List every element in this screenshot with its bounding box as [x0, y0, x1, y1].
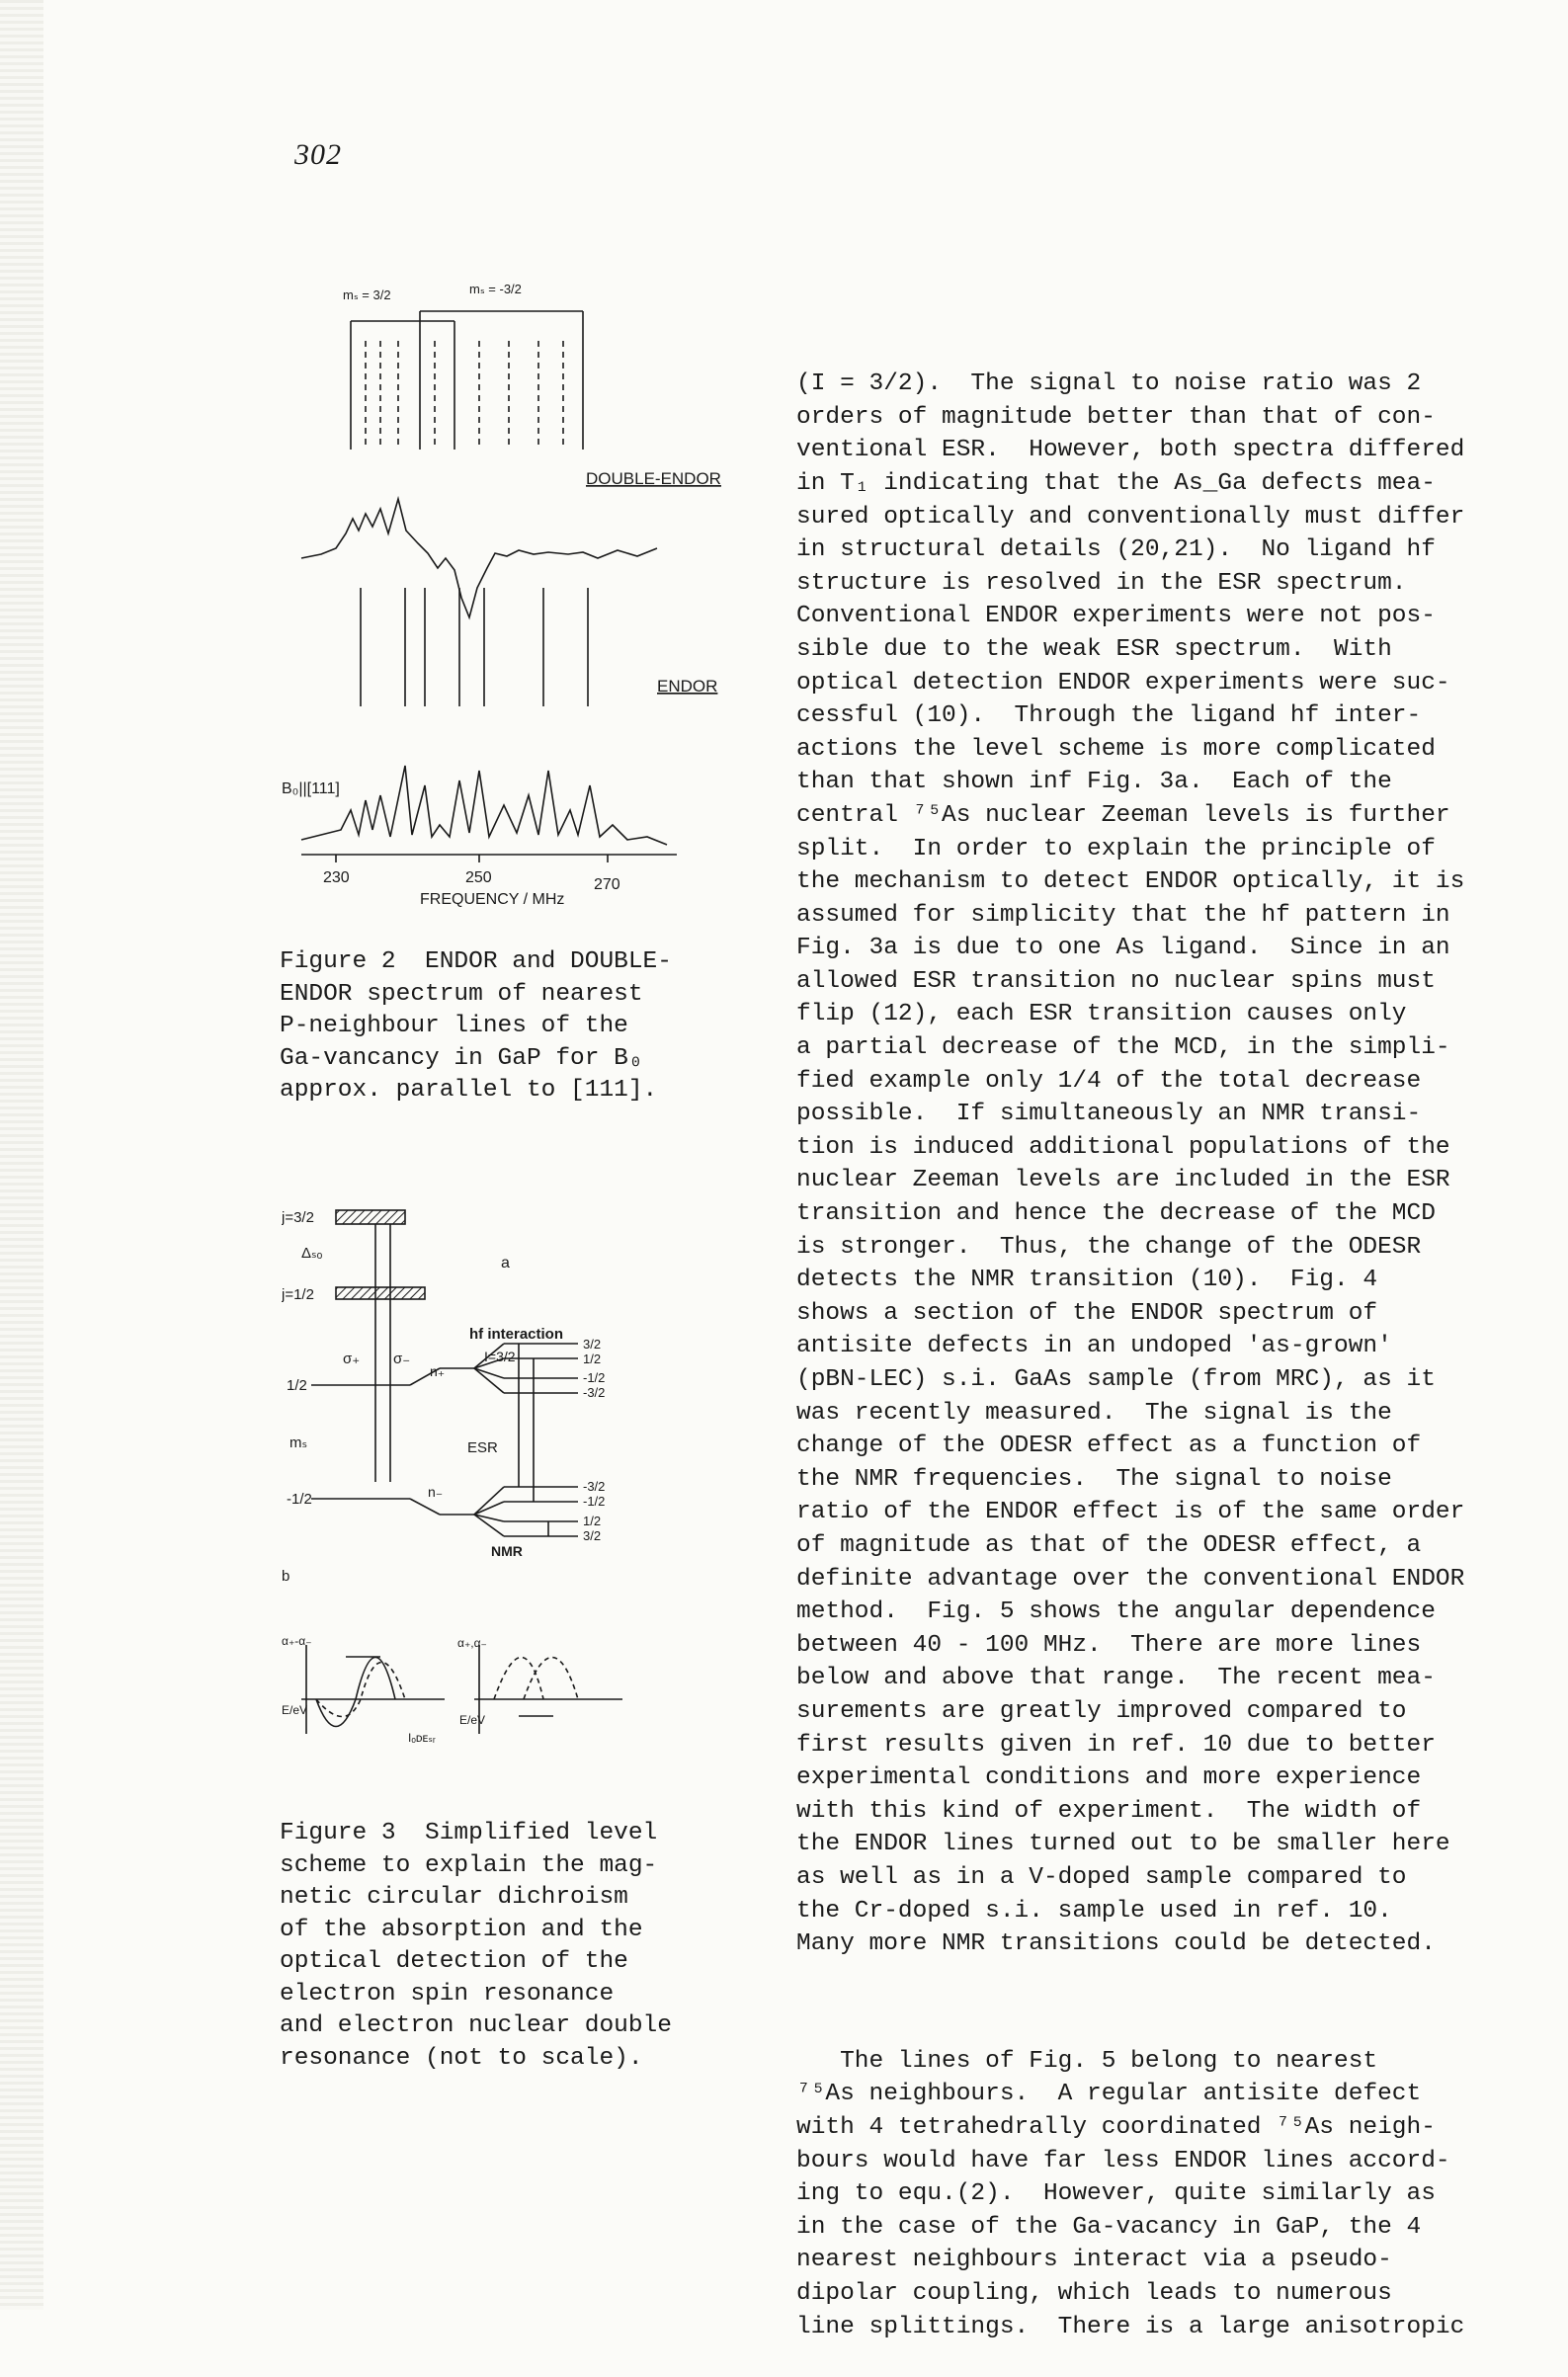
endor-trace: [301, 766, 667, 845]
hf-title: hf interaction: [469, 1326, 564, 1343]
sub-up-3: -3/2: [583, 1385, 606, 1400]
x-tick-230: 230: [323, 869, 350, 886]
hf-spin: I=3/2: [484, 1349, 516, 1364]
x-tick-270: 270: [594, 876, 620, 893]
figure-3-caption: Figure 3 Simplified level scheme to explain the mag- netic circular dichroism of the absorption and the optical detection of the electron spin resonance and electron nuclear double resonance (not to scale).: [280, 1820, 672, 2072]
b-right-ylabel: α₊,α₋: [457, 1636, 487, 1650]
sub-down-0: -3/2: [583, 1479, 606, 1494]
sub-up-0: 3/2: [583, 1337, 602, 1352]
esr-label: ESR: [467, 1439, 498, 1456]
figure-3: [282, 1200, 746, 1773]
b-left-xlabel: E/eV: [282, 1703, 308, 1717]
paragraph-2: The lines of Fig. 5 belong to nearest ⁷⁵As neighbours. A regular antisite defect with 4 tetrahedrally coordinated ⁷⁵As neigh- bours would have far less ENDOR lines accord- ing to equ.(2). However, quite similarly as in the case of the Ga-vacancy in GaP, the 4 nearest neighbours interact via a pseudo- dipolar coupling, which leads to numerous line splittings. There is a large anisotropic: [796, 2047, 1465, 2340]
b-left-ylabel: α₊-α₋: [282, 1634, 312, 1648]
double-endor-label: DOUBLE-ENDOR: [586, 469, 721, 488]
sub-down-1: -1/2: [583, 1494, 606, 1509]
b0-label: B₀||[111]: [282, 780, 340, 797]
sub-up-2: -1/2: [583, 1370, 606, 1385]
paragraph-1: (I = 3/2). The signal to noise ratio was 2 orders of magnitude better than that of con- ventional ESR. However, both spectra differed in T₁ indicating that the As_Ga defects mea- sured optically and conventionally must differ in structural details (20,21). No ligand hf structure is resolved in the ESR spectrum. Conventional ENDOR experiments were not pos- sible due to the weak ESR spectrum. With optical detection ENDOR experiments were suc- cessful (10). Through the ligand hf inter- actions the level scheme is more complicated than that shown inf Fig. 3a. Each of the central ⁷⁵As nuclear Zeeman levels is further split. In order to explain the principle of the mechanism to detect ENDOR optically, it is assumed for simplicity that the hf pattern in Fig. 3a is due to one As ligand. Since in an allowed ESR transition no nuclear spins must flip (12), each ESR transition causes only a partial decrease of the MCD, in the simpli- fied example only 1/4 of the total decrease possible. If simultaneously an NMR transi- tion is induced additional populations of the nuclear Zeeman levels are included in the ESR transition and hence the decrease of the MCD is stronger. Thus, the change of the ODESR detects the NMR transition (10). Fig. 4 shows a section of the ENDOR spectrum of antisite defects in an undoped 'as-grown' (pBN-LEC) s.i. GaAs sample (from MRC), as it was recently measured. The signal is the change of the ODESR effect as a function of the NMR frequencies. The signal to noise ratio of the ENDOR effect is of the same order of magnitude as that of the ODESR effect, a definite advantage over the conventional ENDOR method. Fig. 5 shows the angular dependence between 40 - 100 MHz. There are more lines below and above that range. The recent mea- surements are greatly improved compared to first results given in ref. 10 due to better experimental conditions and more experience with this kind of experiment. The width of the ENDOR lines turned out to be smaller here as well as in a V-doped sample compared to the Cr-doped s.i. sample used in ref. 10. Many more NMR transitions could be detected.: [796, 370, 1465, 1958]
n-plus-label: n₊: [430, 1363, 446, 1379]
x-tick-250: 250: [465, 869, 492, 886]
body-text-column: [796, 301, 1464, 2377]
ms-minus-label: mₛ = -3/2: [469, 282, 522, 296]
ms-plus-label: mₛ = 3/2: [343, 287, 391, 302]
level-down-label: -1/2: [287, 1491, 312, 1508]
level-up-label: 1/2: [287, 1377, 307, 1394]
double-endor-trace: [301, 499, 657, 617]
x-axis-label: FREQUENCY / MHz: [420, 891, 565, 908]
nmr-label: NMR: [491, 1543, 523, 1559]
delta-so-label: Δₛₒ: [301, 1245, 323, 1262]
panel-a-label: a: [501, 1255, 510, 1271]
sigma-plus-label: σ₊: [343, 1351, 361, 1367]
ms-label: mₛ: [289, 1434, 308, 1451]
sub-down-3: 3/2: [583, 1528, 602, 1543]
endor-label: ENDOR: [657, 677, 718, 696]
figure-2: [282, 272, 746, 914]
page-number: 302: [294, 138, 342, 171]
sub-up-1: 1/2: [583, 1352, 602, 1366]
figure-2-caption: Figure 2 ENDOR and DOUBLE- ENDOR spectrum of nearest P-neighbour lines of the Ga-vancancy in GaP for B₀ approx. parallel to [111].: [280, 948, 672, 1104]
j12-label: j=1/2: [282, 1286, 314, 1303]
b-right-xlabel: E/eV: [459, 1713, 486, 1727]
odesr-label: Iₒᴅᴇₛᵣ: [408, 1731, 436, 1745]
n-minus-label: n₋: [428, 1484, 444, 1500]
sub-down-2: 1/2: [583, 1514, 602, 1528]
j32-label: j=3/2: [282, 1209, 314, 1226]
scan-edge: [0, 0, 43, 2310]
panel-b-label: b: [282, 1568, 290, 1585]
sigma-minus-label: σ₋: [393, 1351, 411, 1367]
